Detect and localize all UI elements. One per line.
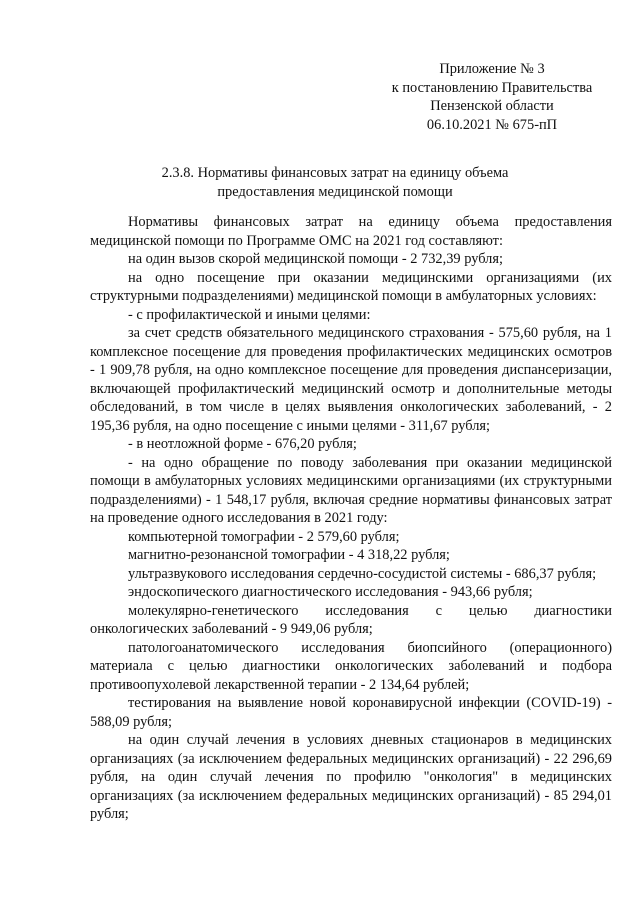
paragraph-molecular-genetic: молекулярно-генетического исследования с целью диагностики онкологических заболеваний - 9 949,06 рубля;	[90, 602, 612, 637]
paragraph-disease-appeal: - на одно обращение по поводу заболевания при оказании медицинской помощи в амбулаторных условиях медицинскими организациями (их структурными подразделениями) - 1 548,17 рубля, включая средние нормативы финансовых затрат на проведение одного исследования в 2021 году:	[90, 454, 612, 526]
paragraph-urgent-form: - в неотложной форме - 676,20 рубля;	[128, 436, 357, 452]
paragraph-preventive-purposes: - с профилактической и иными целями:	[128, 306, 371, 323]
section-heading-line-1: 2.3.8. Нормативы финансовых затрат на единицу объема	[161, 165, 509, 181]
paragraph-ambulance-call: на один вызов скорой медицинской помощи - 2 732,39 рубля;	[128, 251, 503, 267]
paragraph-outpatient-visit: на одно посещение при оказании медицинскими организациями (их структурными подразделениями) медицинской помощи в амбулаторных условиях:	[90, 269, 612, 304]
paragraph-pathology: патологоанатомического исследования биопсийного (операционного) материала с целью диагностики онкологических заболеваний и подбора противоопухолевой лекарственной терапии - 2 134,64 рублей;	[90, 639, 612, 693]
section-heading	[140, 164, 530, 201]
appendix-resolution-ref: к постановлению Правительства	[391, 79, 593, 96]
appendix-date-number: 06.10.2021 № 675-пП	[426, 116, 558, 133]
appendix-number: Приложение № 3	[439, 61, 545, 77]
appendix-region: Пензенской области	[430, 98, 554, 114]
document-body	[90, 213, 612, 824]
section-heading-line-2: предоставления медицинской помощи	[217, 183, 453, 200]
appendix-header	[372, 60, 612, 134]
paragraph-oms-funds: за счет средств обязательного медицинского страхования - 575,60 рубля, на 1 комплексное посещение для проведения профилактических медицинских осмотров - 1 909,78 рубля, на одно комплексное посещение для проведения диспансеризации, включающей профилактический медицинский осмотр и дополнительные методы обследований, в том числе в целях выявления онкологических заболеваний, - 2 195,36 рубля, на одно посещение с иными целями - 311,67 рубля;	[90, 325, 612, 434]
paragraph-endoscopy: эндоскопического диагностического исследования - 943,66 рубля;	[128, 584, 533, 600]
paragraph-ct: компьютерной томографии - 2 579,60 рубля;	[128, 528, 400, 545]
paragraph-mri: магнитно-резонансной томографии - 4 318,22 рубля;	[128, 547, 450, 563]
paragraph-intro: Нормативы финансовых затрат на единицу объема предоставления медицинской помощи по Программе ОМС на 2021 год составляют:	[90, 214, 612, 249]
paragraph-day-hospital: на один случай лечения в условиях дневных стационаров в медицинских организациях (за исключением федеральных медицинских организаций) - 22 296,69 рубля, на один случай лечения по профилю "онкология" в медицинских организациях (за исключением федеральных медицинских организаций) - 85 294,01 рубля;	[90, 732, 612, 822]
paragraph-ultrasound: ультразвукового исследования сердечно-сосудистой системы - 686,37 рубля;	[128, 565, 597, 582]
paragraph-covid-testing: тестирования на выявление новой коронавирусной инфекции (COVID-19) - 588,09 рубля;	[90, 695, 612, 730]
